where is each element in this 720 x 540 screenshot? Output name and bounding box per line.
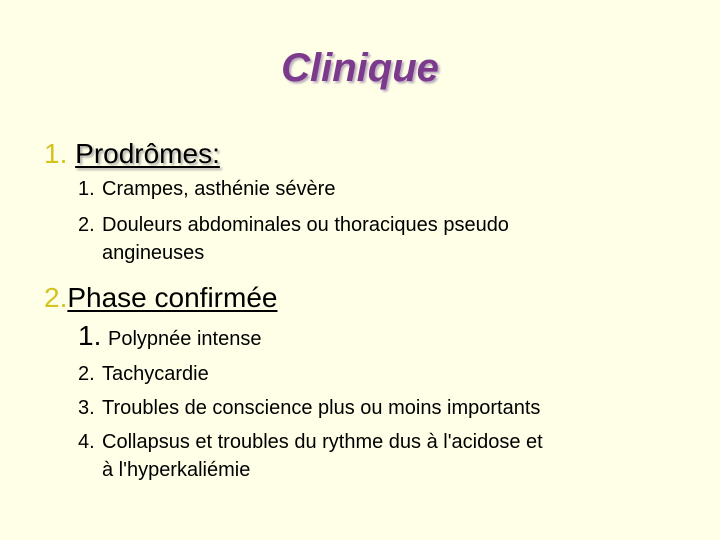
section-1-item-2: [78, 213, 509, 237]
section-2-item-3-text: Troubles de conscience plus ou moins importants: [102, 397, 541, 419]
section-1-item-2-continuation: angineuses: [102, 242, 205, 264]
section-1-item-2-text: Douleurs abdominales ou thoraciques pseudo: [102, 214, 509, 236]
section-2-item-3: [78, 396, 540, 420]
section-1-item-1-text: Crampes, asthénie sévère: [102, 178, 336, 200]
section-2-item-4-continuation: à l'hyperkaliémie: [102, 459, 251, 481]
section-1-number: 1.: [44, 138, 68, 169]
section-1-item-1: [78, 177, 335, 201]
section-2-item-4: [78, 430, 543, 454]
section-2-heading-row: [44, 282, 277, 314]
section-1-heading-row: [44, 138, 220, 170]
section-2-number: 2.: [44, 282, 68, 313]
section-2-item-4-text: Collapsus et troubles du rythme dus à l'acidose et: [102, 431, 543, 453]
section-2-item-2: [78, 362, 209, 386]
section-2-heading: Phase confirmée: [67, 282, 278, 313]
section-1-item-2-number: 2.: [78, 214, 95, 236]
section-2-item-2-number: 2.: [78, 363, 95, 385]
slide-title: Clinique: [281, 46, 439, 90]
section-1-heading: Prodrômes:: [75, 138, 220, 169]
section-2-item-4-number: 4.: [78, 431, 95, 453]
section-2-item-1-number: 1.: [78, 320, 102, 351]
section-1-item-1-number: 1.: [78, 178, 95, 200]
section-2-item-1-text: Polypnée intense: [108, 328, 262, 350]
section-2-item-2-text: Tachycardie: [102, 363, 209, 385]
section-2-item-3-number: 3.: [78, 397, 95, 419]
section-2-item-1: [78, 320, 262, 351]
